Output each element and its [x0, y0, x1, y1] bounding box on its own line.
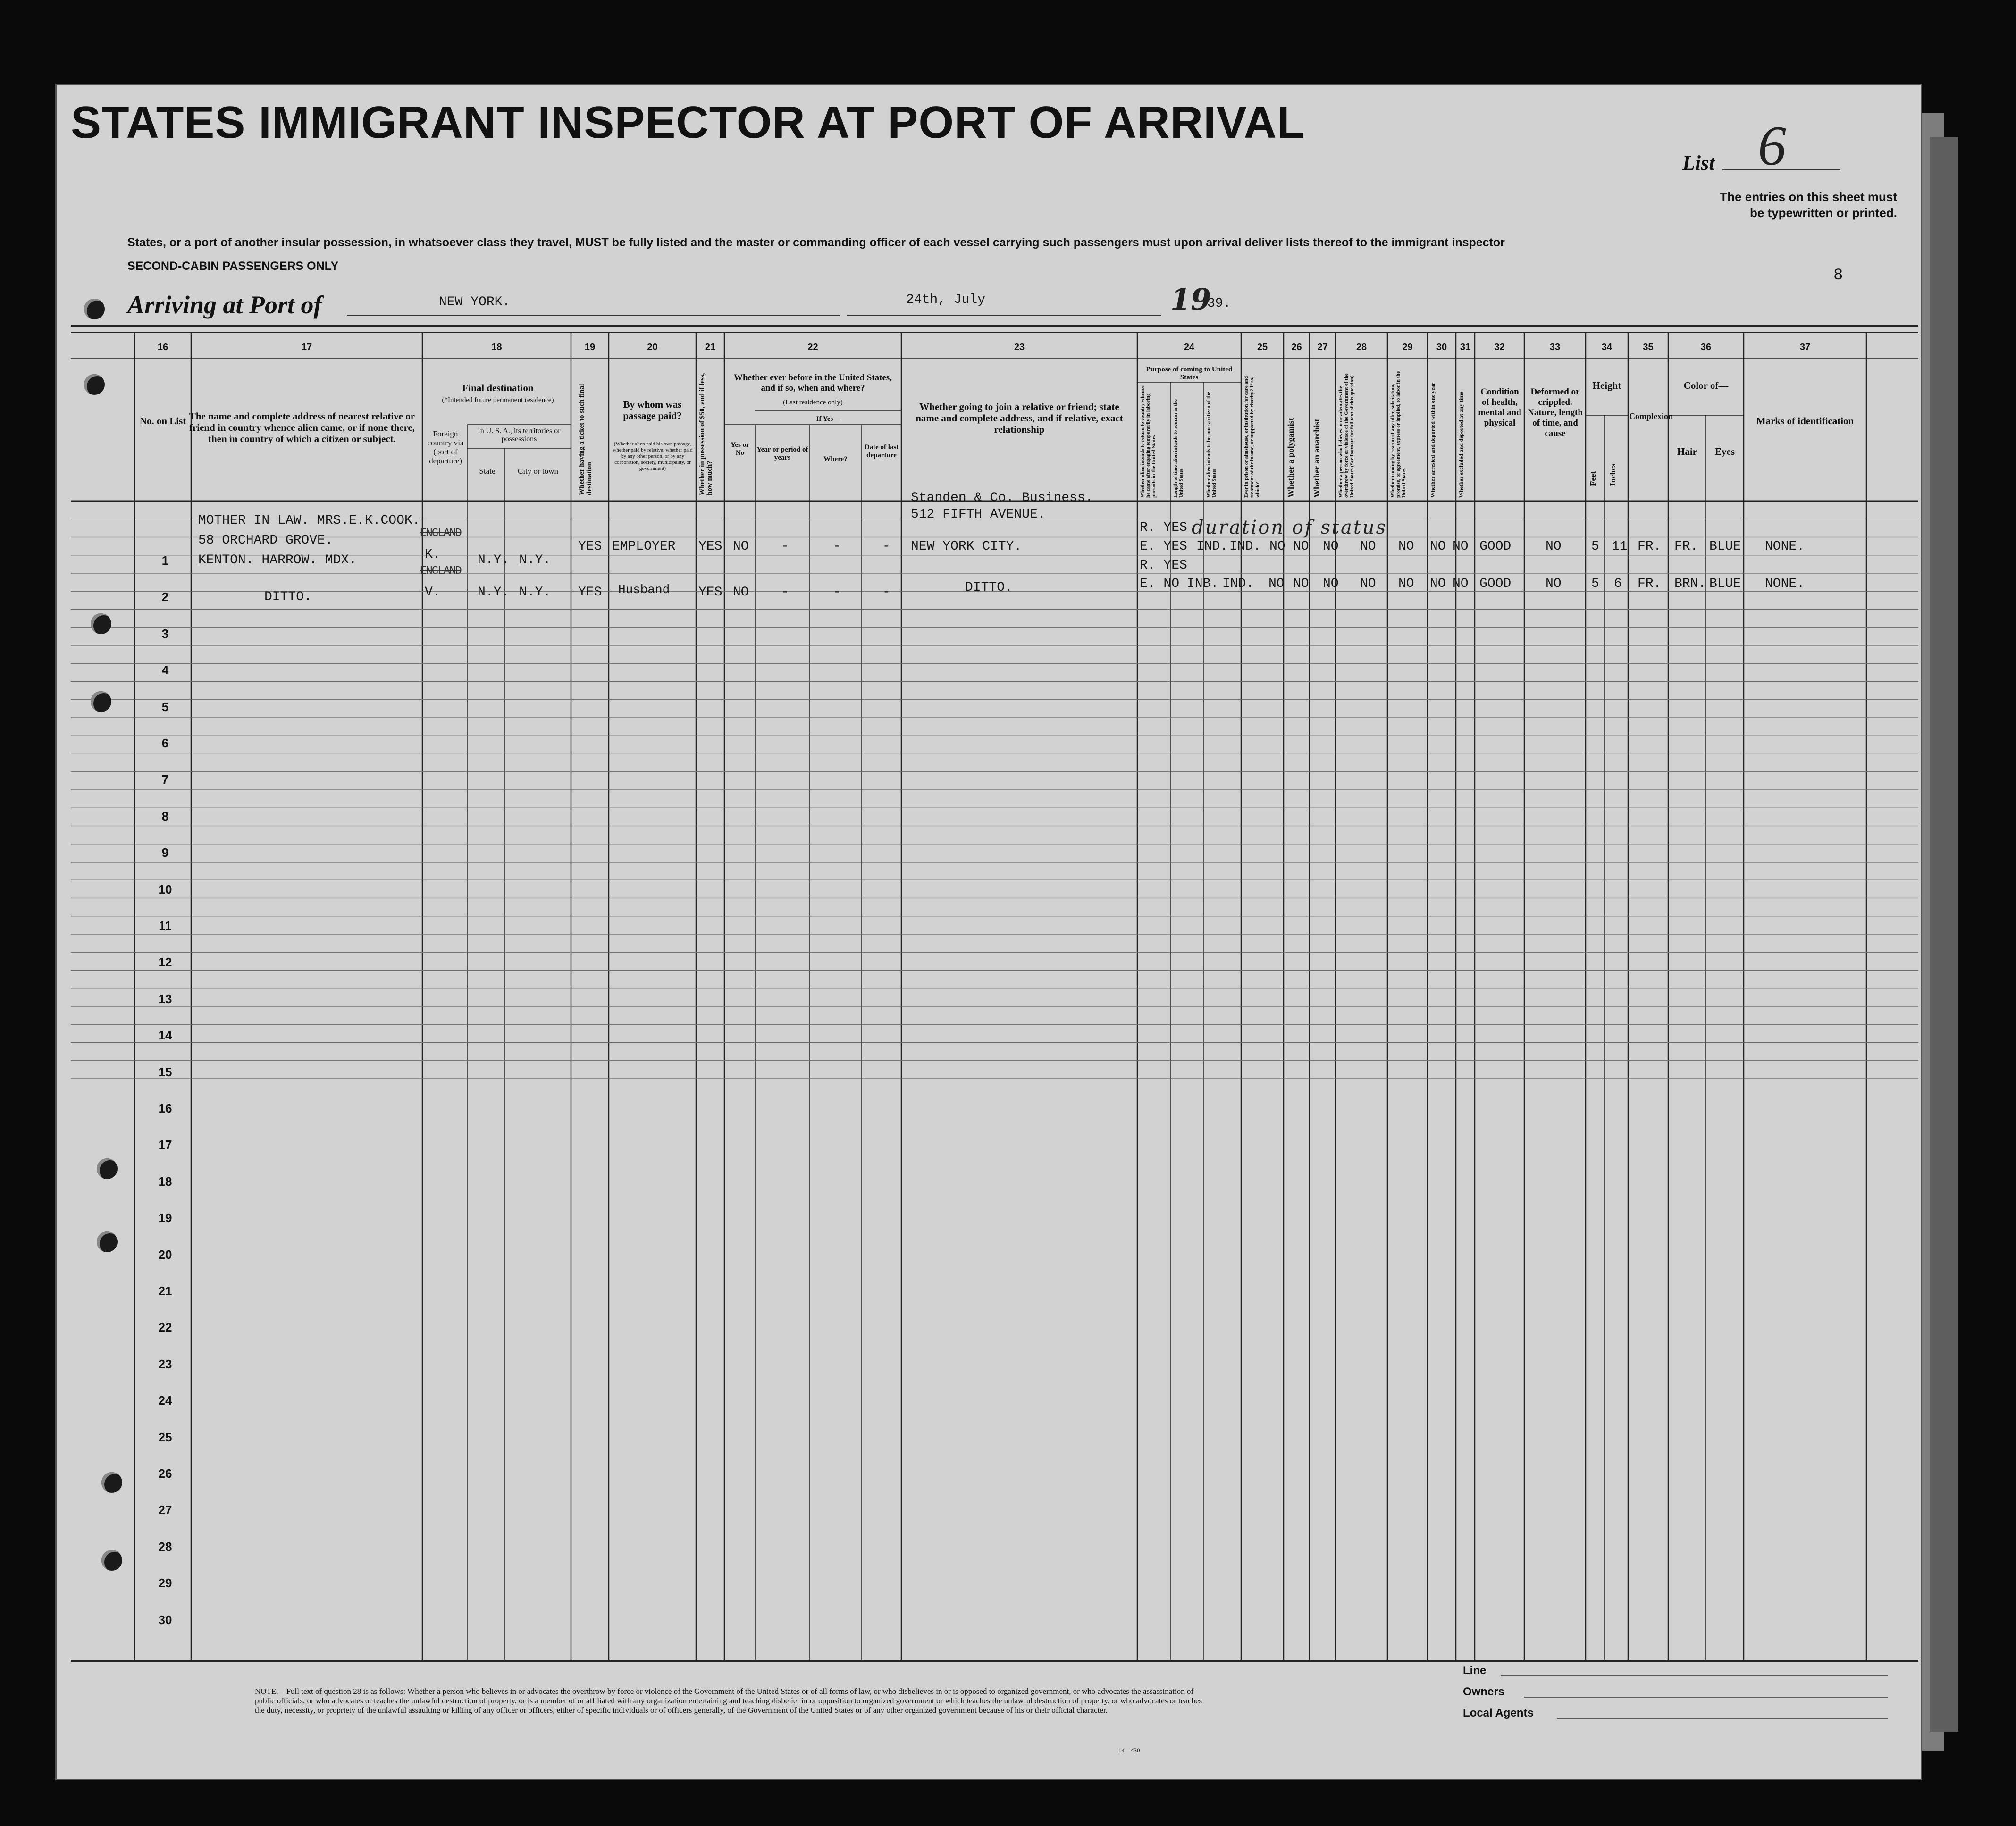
row-number: 25	[158, 1430, 172, 1444]
row-number: 2	[161, 590, 169, 604]
entry1-purpose-r: R. YES	[1140, 520, 1187, 535]
entry2-ticket: YES	[578, 585, 602, 600]
entry2-money: YES	[698, 585, 722, 600]
footnote-question-28: NOTE.—Full text of question 28 is as follows: Whether a person who believes in or advocates the overthrow by force or violence of the Government of the United States or of all forms of law, or who disbelieves in or is opposed to organized government, or who advocates the assassination of public officials, or who advocates or teaches the unlawful destruction of property, or is a member of or affiliated with any organization entertaining and teaching disbelief in or opposition to organized government or which teaches the unlawful destruction of property, or who advocates or teaches the duty, necessity, or propriety of the unlawful assaulting or killing of any officer or officers, either of specific individuals or of officers generally, of the Government of the United States or of any other organized government because of his or their official character.	[255, 1687, 1202, 1715]
entry2-state: N.Y.	[478, 585, 510, 600]
punch-hole	[84, 299, 105, 319]
column-number: 31	[1460, 342, 1471, 352]
column-number: 20	[647, 342, 658, 352]
form-subtitle: States, or a port of another insular possession, in whatsoever class they travel, MUST be fully listed and the master or commanding officer of each vessel carrying such passengers must upon arrival deliver lists thereof to the immigrant inspector	[127, 236, 1505, 249]
entry1-ticket: YES	[578, 539, 602, 554]
row-number: 5	[161, 699, 169, 714]
entry2-where: -	[833, 585, 841, 600]
col-feet: Feet	[1588, 471, 1597, 486]
column-number: 24	[1184, 342, 1195, 352]
column-number: 30	[1436, 342, 1447, 352]
entry1-join-line2: 512 FIFTH AVENUE.	[911, 507, 1046, 522]
column-number: 35	[1643, 342, 1654, 352]
entry1-relative-line3: KENTON. HARROW. MDX.	[198, 553, 357, 568]
entry1-inches: 11	[1612, 539, 1628, 554]
list-label: List	[1682, 151, 1715, 175]
row-number: 10	[158, 882, 172, 896]
column-number: 29	[1402, 342, 1413, 352]
col-join-relative: Whether going to join a relative or friend; state name and complete address, and if relative, exact relationship	[916, 401, 1123, 435]
entry1-relative-line1: MOTHER IN LAW. MRS.E.K.COOK.	[198, 513, 420, 528]
col-complexion: Complexion	[1629, 411, 1673, 421]
row-number: 23	[158, 1357, 172, 1371]
row-number: 11	[159, 919, 172, 933]
col-ever-before-note: (Last residence only)	[783, 399, 843, 406]
col-state: State	[479, 467, 496, 476]
col-passage-note: (Whether alien paid his own passage, whether paid by relative, whether paid by any other person, or by any corporation, society, municipality, or government)	[613, 441, 693, 471]
punch-hole	[97, 1231, 118, 1252]
column-number: 36	[1700, 342, 1712, 352]
entry2-year: -	[781, 585, 789, 600]
row-number: 8	[161, 809, 169, 823]
col-height: Height	[1592, 380, 1621, 391]
row-number: 27	[158, 1503, 172, 1517]
row-number: 30	[158, 1612, 172, 1627]
entry2-feet: 5	[1591, 577, 1599, 591]
owners-label: Owners	[1463, 1685, 1505, 1698]
entry1-paid-by: EMPLOYER	[612, 539, 676, 554]
entry2-arrested: NO	[1430, 577, 1446, 591]
arrival-port: NEW YORK.	[439, 295, 511, 310]
column-number: 27	[1317, 342, 1328, 352]
punch-hole	[84, 374, 105, 395]
col-no-on-list: No. on List	[139, 415, 186, 427]
column-number: 18	[491, 342, 502, 352]
arrival-date: 24th, July	[906, 293, 986, 307]
entry1-offer: NO	[1398, 539, 1414, 554]
entry2-city: N.Y.	[519, 585, 551, 600]
entry1-eyes: BLUE	[1709, 539, 1741, 554]
row-number: 24	[158, 1393, 172, 1408]
entry1-join-line1: Standen & Co. Business.	[911, 491, 1093, 505]
punch-hole	[91, 691, 111, 712]
entry1-where: -	[833, 539, 841, 554]
column-number: 32	[1494, 342, 1505, 352]
col-eyes: Eyes	[1715, 446, 1735, 457]
col-anarchist: Whether an anarchist	[1312, 419, 1321, 498]
col-overthrow: Whether a person who believes in or advocates the overthrow by force or violence of the Government of the United States (See footnote for full text of this question)	[1338, 373, 1355, 498]
punch-hole	[101, 1550, 122, 1571]
entry1-foreign: ENGLAND	[420, 527, 461, 540]
col-last-departure: Date of last departure	[864, 444, 899, 459]
entry1-marks: NONE.	[1765, 539, 1805, 554]
arriving-label: Arriving at Port of	[127, 291, 322, 319]
entry1-overthrow: NO	[1360, 539, 1376, 554]
col-purpose-length: Length of time alien intends to remain in the United States	[1173, 399, 1184, 498]
entry2-purpose-r: R. YES	[1140, 558, 1187, 573]
col-if-yes: If Yes—	[816, 415, 840, 423]
col-ever-before: Whether ever before in the United States, and if so, when and where?	[733, 373, 892, 393]
row-number: 4	[161, 663, 169, 678]
entry2-overthrow: NO	[1360, 577, 1376, 591]
col-final-destination-note: (*Intended future permanent residence)	[442, 396, 554, 404]
entry2-marks: NONE.	[1765, 577, 1805, 591]
entry2-citizen: IND.	[1222, 577, 1254, 591]
entry2-paid-by: Husband	[618, 583, 670, 597]
page-mark: 8	[1833, 267, 1843, 285]
entry1-before-us: NO	[733, 539, 749, 554]
entry1-polygamist: NO	[1293, 539, 1309, 554]
entry1-length: IND.	[1196, 539, 1228, 554]
row-number: 26	[158, 1466, 172, 1481]
entry1-foreign-tail: K.	[425, 547, 441, 562]
row-number: 17	[158, 1138, 172, 1152]
col-health: Condition of health, mental and physical	[1478, 387, 1521, 428]
column-number: 28	[1356, 342, 1367, 352]
column-number: 37	[1799, 342, 1811, 352]
col-yes-no: Yes or No	[731, 441, 749, 457]
punch-hole	[101, 1472, 122, 1493]
col-final-destination: Final destination	[462, 382, 534, 394]
entry2-foreign-tail: V.	[425, 585, 441, 600]
form-number: 14—430	[1118, 1747, 1140, 1754]
col-inches: Inches	[1608, 463, 1617, 486]
row-number: 13	[158, 991, 172, 1006]
entry1-health: GOOD	[1479, 539, 1512, 554]
column-number: 16	[157, 342, 168, 352]
col-deformed: Deformed or crippled. Nature, length of time, and cause	[1528, 387, 1583, 438]
class-line: SECOND-CABIN PASSENGERS ONLY	[127, 260, 339, 273]
row-number: 28	[158, 1539, 172, 1554]
line-label: Line	[1463, 1664, 1487, 1677]
col-excluded: Whether excluded and deported at any time	[1458, 391, 1464, 498]
row-number: 21	[158, 1284, 172, 1298]
entry1-citizen: IND.	[1229, 539, 1261, 554]
column-number: 23	[1014, 342, 1025, 352]
entry1-departure: -	[882, 539, 890, 554]
col-arrested: Whether arrested and deported within one year	[1429, 382, 1436, 498]
entry2-join-line1: DITTO.	[965, 580, 1013, 595]
col-purpose: Purpose of coming to United States	[1146, 366, 1233, 381]
col-nearest-relative: The name and complete address of nearest relative or friend in country whence alien came, or if none there, then in country of which a citizen or subject.	[189, 410, 415, 444]
list-number: 6	[1758, 114, 1786, 177]
entry2-deformed: NO	[1546, 577, 1562, 591]
col-money: Whether in possession of $50, and if less, how much?	[698, 373, 714, 495]
entry1-deformed: NO	[1546, 539, 1562, 554]
entry2-complexion: FR.	[1638, 577, 1662, 591]
row-number: 22	[158, 1320, 172, 1335]
entry1-feet: 5	[1591, 539, 1599, 554]
column-number: 17	[301, 342, 312, 352]
entry2-inches: 6	[1614, 577, 1622, 591]
entry2-departure: -	[882, 585, 890, 600]
entry1-purpose-e: E. YES	[1140, 539, 1187, 554]
entry2-excluded: NO	[1453, 577, 1469, 591]
row-number: 12	[158, 955, 172, 970]
year-suffix: 39.	[1207, 296, 1231, 311]
col-city: City or town	[518, 467, 558, 476]
entry2-eyes: BLUE	[1709, 577, 1741, 591]
col-prison: Ever in prison or almshouse, or institution for care and treatment of the insane, or supported by charity? If so, which?	[1243, 376, 1260, 498]
column-number: 22	[807, 342, 818, 352]
entry1-prison: NO	[1269, 539, 1285, 554]
entry2-purpose-e: E. NO	[1140, 577, 1180, 591]
agents-label: Local Agents	[1463, 1707, 1534, 1719]
col-where: Where?	[823, 455, 848, 463]
entry1-money: YES	[698, 539, 722, 554]
typewritten-instruction: The entries on this sheet must be typewritten or printed.	[1720, 190, 1897, 220]
entry2-prison: NO	[1268, 577, 1285, 591]
form-title: STATES IMMIGRANT INSPECTOR AT PORT OF ARRIVAL	[71, 97, 1305, 148]
col-passage-paid: By whom was passage paid?	[623, 399, 682, 421]
col-purpose-citizen: Whether alien intends to become a citizen of the United States	[1206, 392, 1217, 498]
row-number: 19	[158, 1211, 172, 1225]
entry1-join-line3: NEW YORK CITY.	[911, 539, 1022, 554]
entry2-before-us: NO	[733, 585, 749, 600]
row-number: 20	[158, 1247, 172, 1262]
col-offer-labor: Whether coming by reason of any offer, solicitation, promise, or agreement, express or implied, to labor in the United States	[1390, 371, 1407, 498]
entry1-relative-line2: 58 ORCHARD GROVE.	[198, 533, 333, 548]
column-number: 19	[584, 342, 596, 352]
entry2-polygamist: NO	[1293, 577, 1309, 591]
row-number: 9	[161, 846, 169, 860]
entry1-year: -	[781, 539, 789, 554]
entry1-arrested: NO	[1430, 539, 1446, 554]
entry1-hair: FR.	[1674, 539, 1698, 554]
column-number: 33	[1549, 342, 1561, 352]
row-number: 16	[158, 1101, 172, 1115]
row-number: 1	[161, 553, 169, 568]
row-number: 15	[158, 1064, 172, 1079]
row-number: 3	[161, 626, 169, 641]
column-number: 25	[1257, 342, 1268, 352]
col-hair: Hair	[1677, 446, 1697, 457]
col-in-usa: In U. S. A., its territories or possessions	[478, 427, 561, 443]
entry1-length-handwritten: duration of status	[1192, 517, 1387, 538]
entry2-foreign: ENGLAND	[420, 565, 461, 578]
col-marks: Marks of identification	[1756, 415, 1854, 427]
col-color-of: Color of—	[1683, 380, 1729, 391]
entry2-length: INB.	[1187, 577, 1219, 591]
row-number: 7	[161, 772, 169, 787]
col-foreign-country: Foreign country via (port of departure)	[427, 429, 464, 465]
row-number: 18	[158, 1174, 172, 1189]
entry2-anarchist: NO	[1323, 577, 1339, 591]
punch-hole	[97, 1158, 118, 1179]
entry2-offer: NO	[1398, 577, 1414, 591]
punch-hole	[91, 613, 111, 634]
entry1-state: N.Y.	[478, 553, 510, 568]
col-polygamist: Whether a polygamist	[1286, 418, 1295, 498]
entry1-anarchist: NO	[1323, 539, 1339, 554]
entry1-complexion: FR.	[1638, 539, 1662, 554]
column-number: 34	[1601, 342, 1613, 352]
entry1-excluded: NO	[1453, 539, 1469, 554]
entry2-hair: BRN.	[1674, 577, 1706, 591]
col-year-period: Year or period of years	[756, 446, 808, 461]
col-ticket: Whether having a ticket to such final destination	[578, 384, 593, 495]
entry2-relative-line1: DITTO.	[264, 590, 312, 604]
column-number: 21	[705, 342, 716, 352]
column-number: 26	[1291, 342, 1302, 352]
row-number: 6	[161, 736, 169, 750]
entry2-health: GOOD	[1479, 577, 1512, 591]
row-number: 29	[158, 1576, 172, 1591]
row-number: 14	[158, 1028, 172, 1043]
year-prefix: 19	[1170, 282, 1211, 317]
entry1-city: N.Y.	[519, 553, 551, 568]
col-purpose-return: Whether alien intends to return to country whence he came after engaging temporarily in laboring pursuits in the United States	[1140, 385, 1157, 498]
